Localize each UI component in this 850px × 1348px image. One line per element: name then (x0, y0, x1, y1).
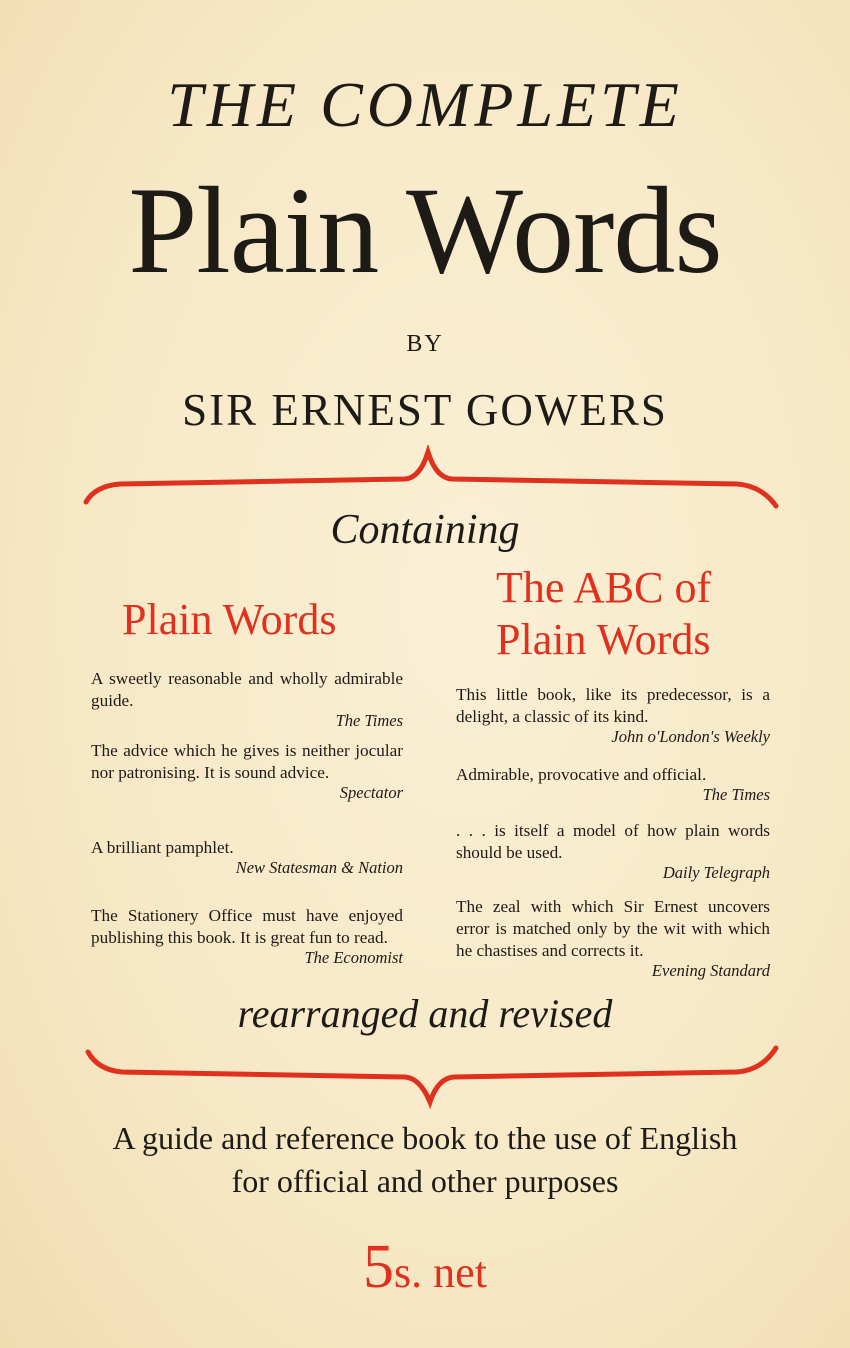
right-heading-line-1: The ABC of (496, 563, 712, 612)
quote-source: The Economist (304, 948, 403, 967)
quote-text: . . . is itself a model of how plain words should be used. (456, 821, 770, 862)
quote-source: John o'London's Weekly (611, 727, 770, 746)
right-quote-3 (456, 820, 770, 884)
price-number: 5 (363, 1233, 395, 1301)
right-quote-1 (456, 684, 770, 748)
right-column-heading (496, 562, 711, 666)
quote-text: This little book, like its predecessor, is a delight, a classic of its kind. (456, 685, 770, 726)
left-quote-3 (91, 837, 403, 879)
quote-text: The Stationery Office must have enjoyed publishing this book. It is great fun to read. (91, 906, 403, 947)
quote-source: The Times (335, 711, 403, 730)
right-quote-4 (456, 896, 770, 982)
guide-line-2: for official and other purposes (231, 1163, 619, 1199)
quote-source: Spectator (339, 783, 403, 802)
quote-text: Admirable, provocative and official. (456, 765, 707, 784)
left-column-heading: Plain Words (122, 595, 337, 644)
price-suffix: s. net (394, 1248, 487, 1297)
quote-text: A brilliant pamphlet. (91, 838, 234, 857)
quote-source: The Times (702, 785, 770, 804)
left-quote-4 (91, 905, 403, 969)
author-name: SIR ERNEST GOWERS (182, 385, 668, 435)
quote-source: Daily Telegraph (662, 863, 770, 882)
guide-line-1: A guide and reference book to the use of English (112, 1120, 738, 1156)
title-top: THE COMPLETE (167, 69, 683, 140)
containing-label: Containing (330, 507, 520, 553)
by-line: BY (406, 331, 444, 357)
left-quote-1 (91, 668, 403, 732)
right-quote-2 (456, 764, 770, 806)
top-ornament-rule (0, 445, 850, 515)
quote-source: Evening Standard (651, 961, 770, 980)
right-heading-line-2: Plain Words (496, 615, 711, 664)
left-quote-2 (91, 740, 403, 804)
quote-source: New Statesman & Nation (235, 858, 403, 877)
quote-text: The zeal with which Sir Ernest uncovers error is matched only by the wit with which he chastises and corrects it. (456, 897, 770, 960)
bottom-ornament-rule (0, 1040, 850, 1110)
revised-label: rearranged and revised (237, 991, 613, 1036)
title-main: Plain Words (128, 162, 722, 299)
price (0, 1232, 850, 1303)
quote-text: A sweetly reasonable and wholly admirable guide. (91, 669, 403, 710)
quote-text: The advice which he gives is neither jocular nor patronising. It is sound advice. (91, 741, 403, 782)
